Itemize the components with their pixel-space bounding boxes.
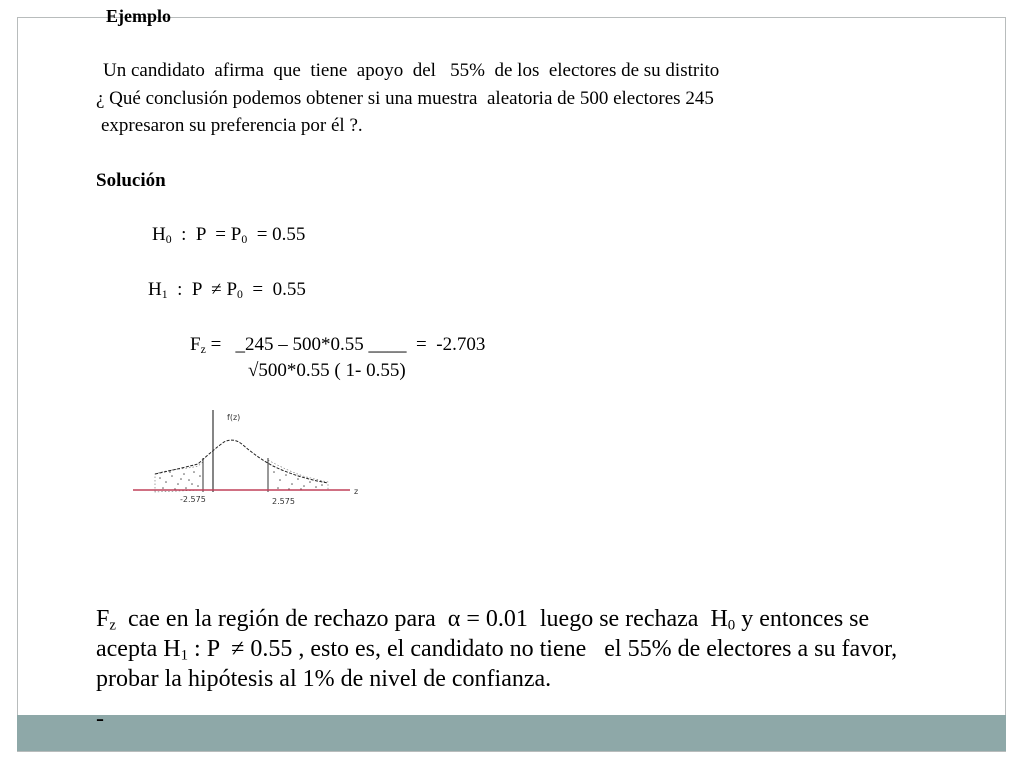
hypothesis-h1: $H_1$ : $P \ne P_0 = 0.55$ xyxy=(148,279,306,301)
rejection-region-left xyxy=(155,462,203,492)
x-axis-label: z xyxy=(354,487,359,496)
fz-formula-numerator: $F_z$ = _245 – 500*0.55 ____ = -2.703 xyxy=(190,334,486,356)
density-curve xyxy=(155,440,328,483)
right-critical-label: 2.575 xyxy=(272,497,295,506)
conclusion-line-1: $F_z$ cae en la región de rechazo para α = 0.01 luego se rechaza $H_0$ y entonces se xyxy=(96,606,870,634)
hypothesis-h0: $H_0$ : $P = P_0 = 0.55$ xyxy=(152,224,306,246)
conclusion-line-2: acepta $H_1$ : P ≠ 0.55 , esto es, el candidato no tiene el 55% de electores a su favor, xyxy=(96,636,898,664)
left-critical-label: -2.575 xyxy=(180,495,206,504)
problem-line-1: Un candidato afirma que tiene apoyo del 55% de los electores de su distrito xyxy=(103,60,720,81)
solution-label: Solución xyxy=(96,170,166,191)
y-axis-label: f(z) xyxy=(227,413,241,422)
rejection-region-right xyxy=(268,460,328,490)
slide-footer-bar xyxy=(17,715,1006,751)
fz-denominator: √500*0.55 ( 1- 0.55) xyxy=(248,360,406,381)
footer-mark: - xyxy=(96,706,104,732)
fz-numerator: _245 – 500*0.55 ____ xyxy=(235,334,407,355)
problem-line-2: ¿ Qué conclusión podemos obtener si una muestra aleatoria de 500 electores 245 xyxy=(96,88,714,109)
fz-result: = -2.703 xyxy=(416,334,486,355)
problem-line-3: expresaron su preferencia por él ?. xyxy=(101,115,363,136)
normal-distribution-figure xyxy=(128,400,368,515)
heading: Ejemplo xyxy=(106,6,171,26)
conclusion-line-3: probar la hipótesis al 1% de nivel de confianza. xyxy=(96,666,552,692)
